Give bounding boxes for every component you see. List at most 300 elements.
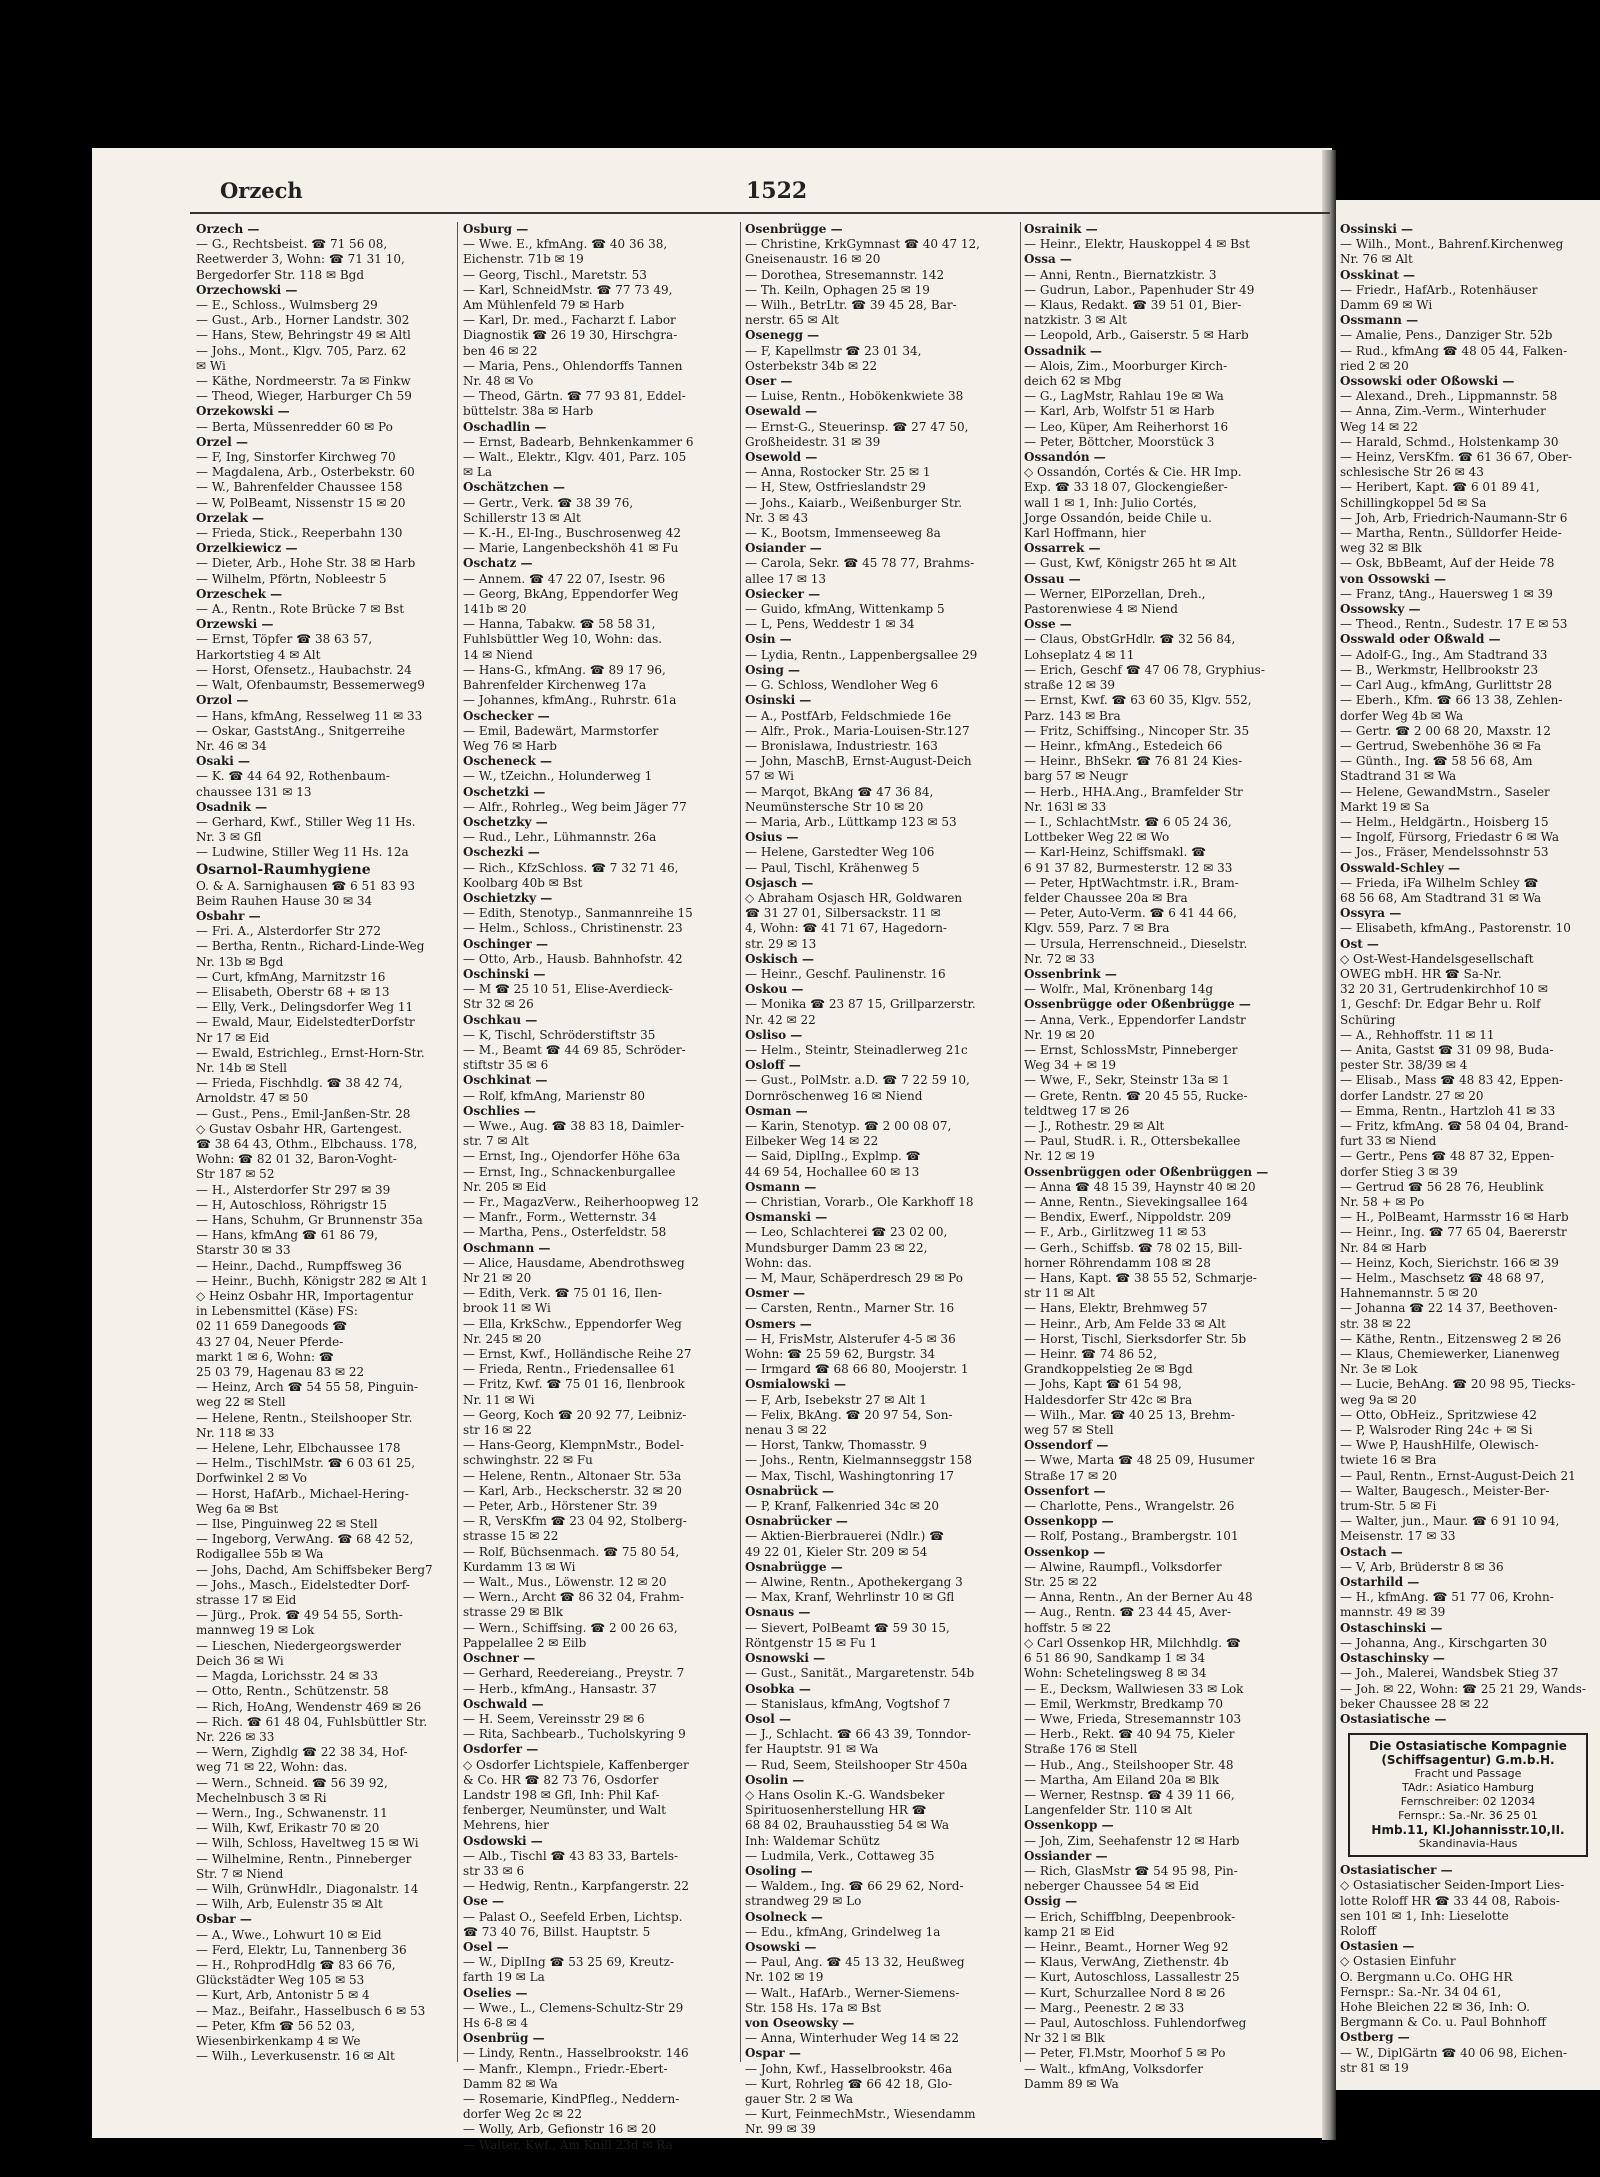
directory-entry-line: — Frieda, Fischhdlg. ☎ 38 42 74, [196,1076,403,1091]
directory-entry-line: Osmialowski — [745,1377,846,1392]
directory-entry-line: — A., Wwe., Lohwurt 10 ✉ Eid [196,1927,382,1942]
directory-entry-line: — Amalie, Pens., Danziger Str. 52b [1340,328,1553,343]
directory-entry-line: — Grete, Rentn. ☎ 20 45 55, Rucke- [1024,1088,1248,1103]
directory-entry-line: — Wilh, GrünwHdlr., Diagonalstr. 14 [196,1881,419,1896]
directory-entry-line: — Johs, Kapt ☎ 61 54 98, [1024,1377,1182,1392]
directory-entry-line: Grandkoppelstieg 2e ✉ Bgd [1024,1362,1193,1377]
directory-entry-line: — Leopold, Arb., Gaiserstr. 5 ✉ Harb [1024,328,1249,343]
directory-entry-line: Oselies — [463,1985,528,2000]
directory-entry-line: — Anni, Rentn., Biernatzkistr. 3 [1024,267,1217,282]
directory-entry-line: markt 1 ✉ 6, Wohn: ☎ [196,1349,334,1364]
directory-entry-line: Osman — [745,1103,808,1118]
directory-entry-line: — A., Rehhoffstr. 11 ✉ 11 [1340,1027,1495,1042]
directory-entry-line: — Elisabeth, kfmAng., Pastorenstr. 10 [1340,921,1571,936]
directory-entry-line: — Herb., HHA.Ang., Bramfelder Str [1024,784,1243,799]
directory-entry-line: Ossenkopp — [1024,1514,1114,1529]
directory-entry-line: — Alfr., Prok., Maria-Louisen-Str.127 [745,723,970,738]
directory-entry-line: weg 32 ✉ Blk [1340,541,1422,556]
directory-entry-line: — Alwine, Raumpfl., Volksdorfer [1024,1559,1222,1574]
directory-entry-line: — Karl, Dr. med., Facharzt f. Labor [463,313,676,328]
directory-entry-line: dorfer Weg 4b ✉ Wa [1340,708,1464,723]
directory-entry-line: — Edith, Stenotyp., Sanmannreihe 15 [463,906,693,921]
directory-entry-line: Ossiander — [1024,1848,1108,1863]
directory-entry-line: — Gerh., Schiffsb. ☎ 78 02 15, Bill- [1024,1240,1243,1255]
directory-entry-line: Orzekowski — [196,404,290,419]
directory-entry-line: — Klaus, VerwAng, Ziethenstr. 4b [1024,1955,1229,1970]
directory-column-4 [1024,222,1320,2091]
directory-entry-line: — W., DiplGärtn ☎ 40 06 98, Eichen- [1340,2045,1568,2060]
directory-entry-line: — Rich, HoAng, Wendenstr 469 ✉ 26 [196,1699,422,1714]
directory-entry-line: Nr. 3 ✉ Gfl [196,830,262,845]
directory-entry-line: — Heinr., Elektr, Hauskoppel 4 ✉ Bst [1024,237,1250,252]
directory-entry-line: Nr. 58 + ✉ Po [1340,1195,1425,1209]
directory-entry-line: Pappelallee 2 ✉ Eilb [463,1635,587,1650]
directory-entry-line: Osrainik — [1024,222,1098,236]
directory-entry-line: Osius — [745,830,799,845]
directory-entry-line: Nr. 76 ✉ Alt [1340,252,1413,267]
directory-entry-line: — E., Schloss., Wulmsberg 29 [196,298,378,313]
directory-entry-line: — Walter, jun., Maur. ☎ 6 91 10 94, [1340,1514,1560,1529]
directory-entry-line: Ossenbrink — [1024,966,1117,981]
directory-entry-line: — Wilh., Mont., Bahrenf.Kirchenweg [1340,237,1564,252]
directory-entry-line: — Curt, kfmAng, Marnitzstr 16 [196,969,386,984]
directory-entry-line: — Waldem., Ing. ☎ 66 29 62, Nord- [745,1879,964,1894]
directory-entry-line: — Rud, Seem, Steilshooper Str 450a [745,1757,968,1772]
directory-entry-line: Oschkinat — [463,1073,548,1088]
directory-entry-line: — Ernst-G., Steuerinsp. ☎ 27 47 50, [745,419,969,434]
advertisement-line: Fracht und Passage [1414,1767,1522,1781]
directory-entry-line: Ostarhild — [1340,1575,1420,1590]
directory-entry-line: — Wwe P, HaushHilfe, Olewisch- [1340,1438,1539,1453]
directory-entry-line: Nr. 84 ✉ Harb [1340,1240,1427,1255]
directory-entry-line: Nr. 245 ✉ 20 [463,1331,542,1346]
directory-entry-line: Stadtrand 31 ✉ Wa [1340,769,1457,784]
directory-entry-line: Osaki — [196,754,251,769]
directory-entry-line: — A., PostfArb, Feldschmiede 16e [745,708,952,723]
directory-entry-line: Kurdamm 13 ✉ Wi [463,1559,576,1574]
directory-entry-line: — Martha, Rentn., Sülldorfer Heide- [1340,526,1562,541]
directory-entry-line: Osenbrügge — [745,222,843,236]
directory-entry-line: Diagnostik ☎ 26 19 30, Hirschgra- [463,328,678,343]
directory-entry-line: — Gertr., Verk. ☎ 38 39 76, [463,495,634,510]
directory-entry-line: Oschner — [463,1651,536,1666]
directory-entry-line: Glückstädter Weg 105 ✉ 53 [196,1973,365,1988]
directory-entry-line: — W., Bahrenfelder Chaussee 158 [196,480,403,495]
directory-entry-line: — Wilh, Kwf, Erikastr 70 ✉ 20 [196,1821,380,1836]
directory-entry-line: — Alfr., Rohrleg., Weg beim Jäger 77 [463,799,687,814]
directory-entry-line: — Gertr., Pens ☎ 48 87 32, Eppen- [1340,1149,1555,1164]
directory-entry-line: Osewald — [745,404,818,419]
directory-entry-line: — M, Maur, Schäperdresch 29 ✉ Po [745,1271,963,1286]
directory-entry-line: — Rich. ☎ 61 48 04, Fuhlsbüttler Str. [196,1714,428,1729]
directory-entry-line: Nr. 14b ✉ Stell [196,1060,288,1075]
directory-entry-line: Oschecker — [463,708,550,723]
directory-entry-line: — Martha, Pens., Osterfeldstr. 58 [463,1225,667,1240]
directory-entry-line: — Horst, HafArb., Michael-Hering- [196,1486,409,1501]
directory-entry-line: Ostasien — [1340,1939,1415,1954]
directory-entry-line: Weg 34 + ✉ 19 [1024,1058,1117,1073]
directory-entry-line: — Georg, Tischl., Maretstr. 53 [463,267,647,282]
directory-entry-line: ◇ Gustav Osbahr HR, Gartengest. [196,1121,403,1136]
directory-entry-line: Fernspr.: Sa.-Nr. 34 04 61, [1340,1984,1502,1999]
directory-entry-line: — Wilhelm, Pförtn, Nobleestr 5 [196,571,387,586]
directory-entry-line: — Marqot, BkAng ☎ 47 36 84, [745,784,934,799]
page-number: 1522 [746,178,808,204]
directory-entry-line: — Peter, Böttcher, Moorstück 3 [1024,434,1215,449]
directory-entry-line: — Rolf, kfmAng, Marienstr 80 [463,1088,645,1103]
directory-entry-line: — Hans-G., kfmAng. ☎ 89 17 96, [463,662,666,677]
directory-entry-line: neberger Chaussee 54 ✉ Eid [1024,1879,1200,1894]
directory-entry-line: 4, Wohn: ☎ 41 71 67, Hagedorn- [745,921,947,936]
directory-entry-line: Osinski — [745,693,812,708]
directory-entry-line: — Elisabeth, Oberstr 68 + ✉ 13 [196,984,390,999]
directory-entry-line: — Wern., Archt ☎ 86 32 04, Frahm- [463,1590,684,1605]
directory-entry-line: — Heinr., kfmAng., Estedeich 66 [1024,738,1223,753]
directory-entry-line: — Heinr., Arb, Am Felde 33 ✉ Alt [1024,1316,1226,1331]
directory-entry-line: Orzelak — [196,510,265,525]
directory-entry-line: — Anna, Winterhuder Weg 14 ✉ 22 [745,2031,960,2046]
directory-entry-line: felder Chaussee 20a ✉ Bra [1024,890,1188,905]
directory-entry-line: — Joh. ✉ 22, Wohn: ☎ 25 21 29, Wands- [1340,1681,1586,1696]
directory-entry-line: Ossenkop — [1024,1544,1106,1559]
advertisement-line: Die Ostasiatische Kompagnie [1369,1739,1567,1754]
directory-entry-line: — Emil, Badewärt, Marmstorfer [463,723,659,738]
directory-entry-line: brook 11 ✉ Wi [463,1301,551,1316]
directory-entry-line: 25 03 79, Hagenau 83 ✉ 22 [196,1365,365,1380]
directory-entry-line: — Emil, Werkmstr, Bredkamp 70 [1024,1696,1224,1711]
directory-entry-line: — Berta, Müssenredder 60 ✉ Po [196,419,393,434]
directory-entry-line: — Horst, Tankw, Thomasstr. 9 [745,1438,927,1453]
directory-entry-line: — Paul, Rentn., Ernst-August-Deich 21 [1340,1468,1576,1483]
directory-entry-line: — M ☎ 25 10 51, Elise-Averdieck- [463,982,673,997]
directory-entry-line: Oskou — [745,982,804,997]
directory-entry-line: — Ernst, Ing., Schnackenburgallee [463,1164,676,1179]
directory-entry-line: — V, Arb, Brüderstr 8 ✉ 36 [1340,1559,1504,1574]
directory-entry-line: — Walt., kfmAng, Volksdorfer [1024,2061,1204,2076]
directory-entry-line: — Helm., Steintr, Steinadlerweg 21c [745,1042,968,1057]
directory-entry-line: 68 84 02, Brauhausstieg 54 ✉ Wa [745,1818,950,1833]
directory-entry-line: — A., Rentn., Rote Brücke 7 ✉ Bst [196,602,405,617]
directory-entry-line: ◇ Hans Osolin K.-G. Wandsbeker [745,1787,945,1802]
directory-entry-line: — Gerhard, Kwf., Stiller Weg 11 Hs. [196,814,416,829]
directory-entry-line: — Paul, StudR. i. R., Ottersbekallee [1024,1134,1241,1149]
directory-entry-line: — K. ☎ 44 64 92, Rothenbaum- [196,769,390,784]
directory-entry-line: mannstr. 49 ✉ 39 [1340,1605,1446,1620]
directory-entry-line: — Edu., kfmAng, Grindelweg 1a [745,1924,941,1939]
directory-entry-line: — Helm., Schloss., Christinenstr. 23 [463,921,683,936]
directory-entry-line: Osenegg — [745,328,820,343]
directory-entry-line: Eichenstr. 71b ✉ 19 [463,252,584,267]
directory-entry-line: Langenfelder Str. 110 ✉ Alt [1024,1803,1193,1818]
directory-entry-line: Osol — [745,1711,791,1726]
directory-entry-line: Mehrens, hier [463,1818,549,1833]
directory-entry-line: — Palast O., Seefeld Erben, Lichtsp. [463,1909,683,1924]
directory-entry-line: dorfer Landstr. 27 ✉ 20 [1340,1088,1484,1103]
directory-entry-line: str 11 ✉ Alt [1024,1286,1095,1301]
directory-entry-line: Osowski — [745,1939,817,1954]
directory-entry-line: Ossandón — [1024,450,1106,465]
directory-entry-line: strandweg 29 ✉ Lo [745,1894,862,1909]
directory-entry-line: strasse 15 ✉ 22 [463,1529,559,1544]
directory-entry-line: chaussee 131 ✉ 13 [196,784,312,799]
directory-entry-line: — Wolfr., Mal, Krönenbarg 14g [1024,982,1214,997]
directory-entry-line: — E., Decksm, Wallwiesen 33 ✉ Lok [1024,1681,1244,1696]
directory-entry-line: — Hans, Kapt. ☎ 38 55 52, Schmarje- [1024,1271,1257,1286]
directory-entry-line: weg 22 ✉ Stell [196,1395,286,1410]
directory-entry-line: — Johs., Mont., Klgv. 705, Parz. 62 [196,343,407,358]
directory-entry-line: — Ingeborg, VerwAng. ☎ 68 42 52, [196,1532,414,1547]
directory-entry-line: — Hans, kfmAng ☎ 61 86 79, [196,1228,378,1243]
directory-entry-line: — Frieda, Rentn., Friedensallee 61 [463,1362,676,1377]
directory-entry-line: — Paul, Tischl, Krähenweg 5 [745,860,920,875]
directory-entry-line: — Ernst, Badearb, Behnkenkammer 6 [463,434,694,449]
directory-entry-line: — Elly, Verk., Delingsdorfer Weg 11 [196,1000,414,1015]
directory-entry-line: — Magda, Lorichsstr. 24 ✉ 33 [196,1669,379,1684]
directory-entry-line: — Elisab., Mass ☎ 48 83 42, Eppen- [1340,1073,1564,1088]
directory-entry-line: — H, FrisMstr, Alsterufer 4-5 ✉ 36 [745,1331,956,1346]
directory-entry-line: — Gust., Arb., Horner Landstr. 302 [196,313,410,328]
directory-column-3 [745,222,1017,2137]
directory-entry-line: — K., Bootsm, Immenseeweg 8a [745,526,941,541]
directory-entry-line: Jorge Ossandón, beide Chile u. [1024,510,1212,525]
directory-entry-line: Osnowski — [745,1651,826,1666]
directory-entry-line: — P, Kranf, Falkenried 34c ✉ 20 [745,1499,940,1514]
directory-entry-line: Dorfwinkel 2 ✉ Vo [196,1471,307,1486]
directory-entry-line: Osel — [463,1939,509,1954]
directory-entry-line: 14 ✉ Niend [463,647,533,662]
directory-entry-line: — Wwe, F., Sekr, Steinstr 13a ✉ 1 [1024,1073,1230,1088]
directory-entry-line: — Carola, Sekr. ☎ 45 78 77, Brahms- [745,556,975,571]
directory-entry-line: — Marie, Langenbeckshöh 41 ✉ Fu [463,541,679,556]
directory-entry-line: Oschinski — [463,966,546,981]
directory-entry-line: teldtweg 17 ✉ 26 [1024,1103,1130,1118]
directory-entry-line: — I., SchlachtMstr. ☎ 6 05 24 36, [1024,814,1232,829]
directory-entry-line: — W, PolBeamt, Nissenstr 15 ✉ 20 [196,495,406,510]
directory-entry-line: — Martha, Am Eiland 20a ✉ Blk [1024,1772,1220,1787]
directory-entry-line: — Wwe., L., Clemens-Schultz-Str 29 [463,2000,684,2015]
directory-entry-line: — Karl, Arb., Heckscherstr. 32 ✉ 20 [463,1483,682,1498]
directory-entry-line: — Oskar, GaststAng., Snitgerreihe [196,723,406,738]
directory-entry-line: Oschetzki — [463,784,546,799]
directory-entry-line: — Bendix, Ewerf., Nippoldstr. 209 [1024,1210,1232,1225]
directory-entry-line: — Otto, Rentn., Schützenstr. 58 [196,1684,389,1699]
directory-entry-line: — Wilh, Schloss, Haveltweg 15 ✉ Wi [196,1836,419,1851]
directory-entry-line: — Jürg., Prok. ☎ 49 54 55, Sorth- [196,1608,403,1623]
directory-entry-line: Schüring [1340,1012,1396,1027]
directory-entry-line: — Frieda, Stick., Reeperbahn 130 [196,526,403,541]
directory-entry-line: — H. Seem, Vereinsstr 29 ✉ 6 [463,1711,645,1726]
directory-entry-line: — Karin, Stenotyp. ☎ 2 00 08 07, [745,1118,952,1133]
directory-entry-line: Ossowski oder Oßowski — [1340,374,1515,389]
directory-entry-line: — Herb., Rekt. ☎ 40 94 75, Kieler [1024,1727,1235,1742]
directory-entry-line: weg 9a ✉ 20 [1340,1392,1417,1407]
directory-entry-line: — H., kfmAng. ☎ 51 77 06, Krohn- [1340,1590,1554,1605]
directory-entry-line: — Hans, Elektr, Brehmweg 57 [1024,1301,1208,1316]
directory-entry-line: — Joh, Zim, Seehafenstr 12 ✉ Harb [1024,1833,1240,1848]
directory-entry-line: — F, Kapellmstr ☎ 23 01 34, [745,343,922,358]
directory-entry-line: 1, Geschf: Dr. Edgar Behr u. Rolf [1340,997,1541,1012]
directory-entry-line: ◇ Carl Ossenkop HR, Milchhdlg. ☎ [1024,1635,1241,1650]
directory-entry-line: Oschmann — [463,1240,551,1255]
advertisement-line: Fernschreiber: 02 12034 [1400,1795,1536,1809]
directory-entry-line: Nr. 102 ✉ 19 [745,1970,824,1985]
directory-entry-line: Ossenbrüggen oder Oßenbrüggen — [1024,1164,1269,1179]
directory-entry-line: Am Mühlenfeld 79 ✉ Harb [463,298,625,313]
directory-entry-line: — Kurt, Autoschloss, Lassallestr 25 [1024,1970,1240,1985]
directory-entry-line: — Johannes, kfmAng., Ruhrstr. 61a [463,693,677,708]
directory-entry-line: Osnabrück — [745,1483,834,1498]
directory-entry-line: — Anna, Verk., Eppendorfer Landstr [1024,1012,1246,1027]
directory-entry-line: Weg 76 ✉ Harb [463,738,557,753]
directory-entry-line: Osnabrücker — [745,1514,848,1529]
directory-entry-line: Bahrenfelder Kirchenweg 17a [463,678,647,693]
column-divider [1020,222,1021,2062]
directory-entry-line: — Harald, Schmd., Holstenkamp 30 [1340,434,1559,449]
directory-entry-line: 6 91 37 82, Burmesterstr. 12 ✉ 33 [1024,860,1233,875]
directory-entry-line: — Wern., Schneid. ☎ 56 39 92, [196,1775,388,1790]
directory-entry-line: Ossarrek — [1024,541,1101,556]
directory-entry-line: OWEG mbH. HR ☎ Sa-Nr. [1340,966,1502,981]
directory-entry-line: O. & A. Sarnighausen ☎ 6 51 83 93 [196,878,415,893]
directory-entry-line: Osobka — [745,1681,811,1696]
directory-entry-line: — Helene, GewandMstrn., Saseler [1340,784,1550,799]
directory-entry-line: — Lieschen, Niedergeorgswerder [196,1638,401,1653]
directory-entry-line: Oskisch — [745,951,815,966]
directory-entry-line: Deich 36 ✉ Wi [196,1653,284,1668]
directory-entry-line: — Heribert, Kapt. ☎ 6 01 89 41, [1340,480,1540,495]
directory-entry-line: — Johs., Kaiarb., Weißenburger Str. [745,495,963,510]
directory-entry-line: Osmanski — [745,1210,828,1225]
directory-entry-line: Lohseplatz 4 ✉ 11 [1024,647,1135,662]
directory-entry-line: Ossinski — [1340,222,1414,236]
directory-entry-line: str 16 ✉ 22 [463,1423,532,1438]
directory-entry-line: Osolneck — [745,1909,823,1924]
directory-entry-line: — Georg, BkAng, Eppendorfer Weg [463,586,679,601]
directory-entry-line: 6 51 86 90, Sandkamp 1 ✉ 34 [1024,1651,1206,1666]
directory-entry-line: lotte Roloff HR ☎ 33 44 08, Rabois- [1340,1893,1560,1908]
directory-entry-line: — Ewald, Estrichleg., Ernst-Horn-Str. [196,1045,425,1060]
directory-entry-line: — Käthe, Rentn., Eitzensweg 2 ✉ 26 [1340,1331,1562,1346]
directory-entry-line: Nr. 205 ✉ Eid [463,1179,547,1194]
directory-entry-line: — Charlotte, Pens., Wrangelstr. 26 [1024,1499,1235,1514]
directory-entry-line: — Carsten, Rentn., Marner Str. 16 [745,1301,955,1316]
directory-entry-line: ☎ 73 40 76, Billst. Hauptstr. 5 [463,1924,651,1939]
directory-entry-line: — Ernst, Töpfer ☎ 38 63 57, [196,632,373,647]
directory-entry-line: dorfer Weg 2c ✉ 22 [463,2107,582,2122]
directory-entry-line: Osnaus — [745,1605,811,1620]
directory-column-5 [1340,222,1596,2075]
directory-entry-line: — Horst, Tischl, Sierksdorfer Str. 5b [1024,1331,1247,1346]
directory-entry-line: — Wwe, Marta ☎ 48 25 09, Husumer [1024,1453,1255,1468]
directory-entry-line: — Wilhelmine, Rentn., Pinneberger [196,1851,412,1866]
directory-entry-line: Schillingkoppel 5d ✉ Sa [1340,495,1487,510]
directory-entry-line: — Hanna, Tabakw. ☎ 58 58 31, [463,617,656,632]
directory-entry-line: — Manfr., Form., Wetternstr. 34 [463,1210,657,1225]
directory-entry-line: Spirituosenherstellung HR ☎ [745,1803,927,1818]
directory-entry-line: — Walt, Ofenbaumstr, Bessemerweg9 [196,678,425,693]
directory-entry-line: — Hans, Schuhm, Gr Brunnenstr 35a [196,1213,423,1227]
directory-entry-line: — F, Arb, Isebekstr 27 ✉ Alt 1 [745,1392,927,1407]
directory-entry-line: Nr. 19 ✉ 20 [1024,1027,1095,1042]
advertisement-line: Skandinavia-Haus [1418,1837,1518,1851]
directory-entry-line: ◇ Heinz Osbahr HR, Importagentur [196,1289,414,1304]
directory-entry-line: — Anne, Rentn., Sievekingsallee 164 [1024,1195,1248,1209]
directory-entry-line: — Alois, Zim., Moorburger Kirch- [1024,358,1228,373]
directory-entry-line: barg 57 ✉ Neugr [1024,769,1128,784]
directory-entry-line: — Rosemarie, KindPfleg., Neddern- [463,2091,680,2106]
directory-entry-line: — Anita, Gastst ☎ 31 09 98, Buda- [1340,1042,1554,1057]
directory-entry-line: — Johanna, Ang., Kirschgarten 30 [1340,1635,1547,1650]
directory-entry-line: Osarnol-Raumhygiene [196,861,371,878]
directory-entry-line: Weg 6a ✉ Bst [196,1501,279,1516]
directory-entry-line: — Ingolf, Fürsorg, Friedastr 6 ✉ Wa [1340,830,1560,845]
directory-entry-line: — Walt., Mus., Löwenstr. 12 ✉ 20 [463,1575,667,1590]
directory-entry-line: — Klaus, Chemiewerker, Lianenweg [1340,1347,1560,1362]
directory-entry-line: — Leo, Schlachterei ☎ 23 02 00, [745,1225,948,1240]
directory-entry-line: — Anna, Zim.-Verm., Winterhuder [1340,404,1546,419]
directory-entry-line: — Helm., TischlMstr. ☎ 6 03 61 25, [196,1456,416,1471]
directory-entry-line: — Claus, ObstGrHdlr. ☎ 32 56 84, [1024,632,1236,647]
directory-entry-line: Koolbarg 40b ✉ Bst [463,875,583,890]
directory-entry-line: str. 29 ✉ 13 [745,936,817,951]
directory-entry-line: Osjasch — [745,875,814,890]
directory-entry-line: — Carl Aug., kfmAng, Gurlittstr 28 [1340,678,1553,693]
directory-entry-line: — Heinz, Arch ☎ 54 55 58, Pinguin- [196,1380,419,1395]
directory-entry-line: — Ursula, Herrenschneid., Dieselstr. [1024,936,1248,951]
directory-entry-line: Orzech — [196,222,260,236]
directory-entry-line: — Gust., Sanität., Margaretenstr. 54b [745,1666,975,1681]
directory-entry-line: — G., LagMstr, Rahlau 19e ✉ Wa [1024,389,1224,404]
directory-entry-line: Oschätzchen — [463,480,565,495]
directory-entry-line: hoffstr. 5 ✉ 22 [1024,1620,1112,1635]
directory-entry-line: Osiecker — [745,586,821,601]
directory-entry-line: Straße 17 ✉ 20 [1024,1468,1118,1483]
directory-entry-line: — Manfr., Klempn., Friedr.-Ebert- [463,2061,668,2076]
directory-entry-line: — Joh., Malerei, Wandsbek Stieg 37 [1340,1666,1559,1681]
directory-entry-line: — F., Arb., Girlitzweg 11 ✉ 53 [1024,1225,1207,1240]
directory-entry-line: — Marg., Peenestr. 2 ✉ 33 [1024,2000,1185,2015]
directory-entry-line: 43 27 04, Neuer Pferde- [196,1334,344,1349]
directory-entry-line: — Theod, Wieger, Harburger Ch 59 [196,389,412,404]
directory-entry-line: — Hans, kfmAng, Resselweg 11 ✉ 33 [196,708,423,723]
directory-entry-line: — Felix, BkAng. ☎ 20 97 54, Son- [745,1407,953,1422]
directory-entry-line: — Heinz, Koch, Sierichstr. 166 ✉ 39 [1340,1255,1559,1270]
directory-entry-line: mannweg 19 ✉ Lok [196,1623,315,1638]
directory-entry-line: — Wern., Schiffsing. ☎ 2 00 26 63, [463,1620,678,1635]
directory-entry-line: — Kurt, FeinmechMstr., Wiesendamm [745,2107,976,2122]
directory-entry-line: Rodigallee 55b ✉ Wa [196,1547,324,1562]
directory-entry-line: — Ernst, SchlossMstr, Pinneberger [1024,1042,1238,1057]
directory-entry-line: — Gerhard, Reedereiang., Preystr. 7 [463,1666,685,1681]
directory-entry-line: ☎ 38 64 43, Othm., Elbchauss. 178, [196,1136,418,1151]
directory-entry-line: wall 1 ✉ 1, Inh: Julio Cortés, [1024,495,1197,510]
directory-entry-line: — Rolf, Postang., Brambergstr. 101 [1024,1529,1239,1544]
directory-entry-line: — H., RohprodHdlg ☎ 83 66 76, [196,1957,396,1972]
directory-entry-line: Oschietzky — [463,890,553,905]
directory-entry-line: allee 17 ✉ 13 [745,571,827,586]
header-rule [190,212,1330,214]
directory-entry-line: — Aktien-Bierbrauerei (Ndlr.) ☎ [745,1529,945,1544]
directory-entry-line: — Lindy, Rentn., Hasselbrookstr. 146 [463,2046,689,2061]
directory-entry-line: — Dieter, Arb., Hohe Str. 38 ✉ Harb [196,556,416,571]
directory-entry-line: — Fritz, Kwf. ☎ 75 01 16, Ilenbrook [463,1377,685,1392]
directory-entry-line: — Stanislaus, kfmAng, Vogtshof 7 [745,1696,951,1711]
directory-entry-line: ✉ Wi [196,358,226,373]
directory-entry-line: Nr 21 ✉ 20 [463,1271,532,1286]
directory-entry-line: Wohn: Schetelingsweg 8 ✉ 34 [1024,1666,1207,1681]
directory-entry-line: — John, Kwf., Hasselbrookstr. 46a [745,2061,953,2076]
directory-entry-line: straße 12 ✉ 39 [1024,678,1116,693]
